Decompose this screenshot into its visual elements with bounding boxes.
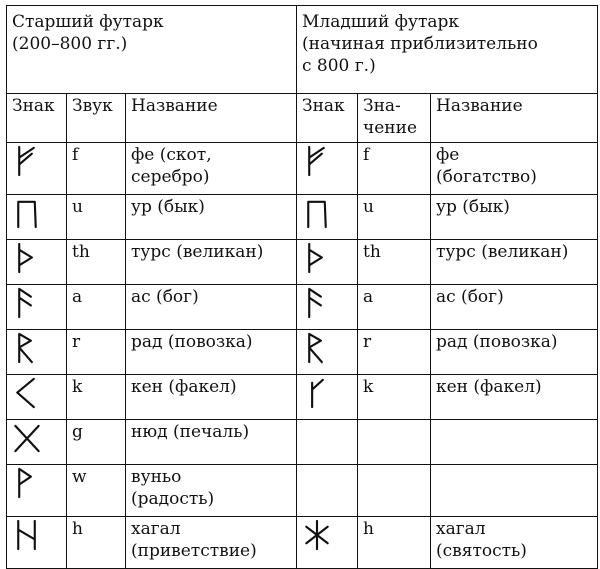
elder-sign-cell xyxy=(7,285,67,330)
thurisaz-rune-icon xyxy=(12,241,42,275)
younger-name-cell xyxy=(431,517,598,569)
younger-sign-cell xyxy=(297,143,358,195)
younger-name-cell xyxy=(431,375,598,420)
younger-period-line: (начиная приблизительно xyxy=(302,34,538,54)
elder-sound-cell: f xyxy=(67,143,126,195)
elder-name-cell xyxy=(126,330,297,375)
rune-name-line-2: (святость) xyxy=(436,541,527,561)
gebo-rune-icon xyxy=(12,421,42,455)
ansuz-rune-icon xyxy=(12,286,42,320)
kenaz-rune-icon xyxy=(12,376,42,410)
younger-sign-cell xyxy=(297,517,358,569)
younger-name-cell xyxy=(431,285,598,330)
raido-rune-icon xyxy=(12,331,42,365)
younger-sign-header: Знак xyxy=(297,94,358,143)
elder-sound-cell: u xyxy=(67,195,126,240)
rune-name-line: турс (великан) xyxy=(436,242,569,262)
uruz-rune-icon xyxy=(12,196,42,230)
elder-period-line: (200–800 гг.) xyxy=(12,34,128,54)
younger-sound-cell: a xyxy=(358,285,431,330)
younger-sound-cell: u xyxy=(358,195,431,240)
younger-meaning-header xyxy=(358,94,431,143)
elder-name-cell xyxy=(126,240,297,285)
fe-rune-icon xyxy=(302,144,332,178)
younger-sound-cell: k xyxy=(358,375,431,420)
table-row xyxy=(7,195,598,240)
elder-sign-cell xyxy=(7,195,67,240)
rune-name-line: фе xyxy=(436,145,460,165)
elder-sound-cell: k xyxy=(67,375,126,420)
elder-sound-cell: h xyxy=(67,517,126,569)
as-rune-icon xyxy=(302,286,332,320)
elder-name-cell xyxy=(126,517,297,569)
ur-rune-icon xyxy=(302,196,332,230)
rune-name-line: нюд (печаль) xyxy=(131,422,250,442)
table-row xyxy=(7,240,598,285)
younger-sign-cell xyxy=(297,375,358,420)
elder-sound-cell: th xyxy=(67,240,126,285)
elder-sound-cell: r xyxy=(67,330,126,375)
fehu-rune-icon xyxy=(12,144,42,178)
rune-name-line-2: (приветствие) xyxy=(131,541,257,561)
elder-title-line: Старший футарк xyxy=(12,12,164,32)
younger-name-cell xyxy=(431,465,598,517)
elder-name-cell xyxy=(126,375,297,420)
rune-name-line: турс (великан) xyxy=(131,242,264,262)
rune-name-line: ур (бык) xyxy=(436,197,510,217)
elder-name-cell xyxy=(126,285,297,330)
younger-sign-cell xyxy=(297,420,358,465)
rune-name-line: ур (бык) xyxy=(131,197,205,217)
rune-name-line: рад (повозка) xyxy=(436,332,558,352)
rune-name-line-2: серебро) xyxy=(131,167,210,187)
meaning-header-line-1: Зна- xyxy=(363,96,401,116)
table-row xyxy=(7,517,598,569)
younger-sound-cell: th xyxy=(358,240,431,285)
elder-name-header: Название xyxy=(126,94,297,143)
younger-sign-cell xyxy=(297,240,358,285)
wunjo-rune-icon xyxy=(12,466,42,500)
futhark-table xyxy=(6,5,598,569)
elder-sign-cell xyxy=(7,465,67,517)
younger-name-header: Название xyxy=(431,94,598,143)
elder-name-cell xyxy=(126,143,297,195)
rune-name-line: кен (факел) xyxy=(436,377,542,397)
rune-name-line: рад (повозка) xyxy=(131,332,253,352)
younger-sign-cell xyxy=(297,330,358,375)
elder-sound-cell: a xyxy=(67,285,126,330)
younger-sound-cell: h xyxy=(358,517,431,569)
table-row xyxy=(7,375,598,420)
table-row xyxy=(7,465,598,517)
elder-sound-header: Звук xyxy=(67,94,126,143)
hagalaz-rune-icon xyxy=(12,518,42,552)
elder-sign-cell xyxy=(7,240,67,285)
younger-sound-cell xyxy=(358,465,431,517)
kaun-rune-icon xyxy=(302,376,332,410)
table-row xyxy=(7,143,598,195)
younger-name-cell xyxy=(431,240,598,285)
table-row xyxy=(7,285,598,330)
hagall-rune-icon xyxy=(302,518,332,552)
rune-name-line: хагал xyxy=(131,519,181,539)
rune-name-line: хагал xyxy=(436,519,486,539)
elder-name-cell xyxy=(126,420,297,465)
younger-sign-cell xyxy=(297,195,358,240)
younger-sign-cell xyxy=(297,465,358,517)
younger-sound-cell xyxy=(358,420,431,465)
elder-sound-cell: g xyxy=(67,420,126,465)
elder-sign-cell xyxy=(7,330,67,375)
table-title-row xyxy=(7,6,598,94)
rune-name-line: фе (скот, xyxy=(131,145,212,165)
table-row xyxy=(7,330,598,375)
meaning-header-line-2: чение xyxy=(363,118,418,138)
elder-name-cell xyxy=(126,465,297,517)
younger-title-line: Младший футарк xyxy=(302,12,460,32)
elder-sign-cell xyxy=(7,517,67,569)
younger-sound-cell: r xyxy=(358,330,431,375)
younger-name-cell xyxy=(431,195,598,240)
elder-sign-cell xyxy=(7,143,67,195)
rune-name-line-2: (радость) xyxy=(131,489,215,509)
rune-name-line: ас (бог) xyxy=(436,287,504,307)
futhark-table-container xyxy=(6,5,598,569)
table-header-row xyxy=(7,94,598,143)
rune-rows xyxy=(7,143,598,569)
elder-sign-cell xyxy=(7,420,67,465)
elder-sign-header: Знак xyxy=(7,94,67,143)
younger-sign-cell xyxy=(297,285,358,330)
younger-name-cell xyxy=(431,420,598,465)
rune-name-line: вуньо xyxy=(131,467,182,487)
rune-name-line-2: (богатство) xyxy=(436,167,537,187)
elder-sound-cell: w xyxy=(67,465,126,517)
elder-sign-cell xyxy=(7,375,67,420)
younger-name-cell xyxy=(431,330,598,375)
younger-period-line-2: с 800 г.) xyxy=(302,56,376,76)
elder-name-cell xyxy=(126,195,297,240)
rune-name-line: кен (факел) xyxy=(131,377,237,397)
reid-rune-icon xyxy=(302,331,332,365)
thurs-rune-icon xyxy=(302,241,332,275)
table-row xyxy=(7,420,598,465)
younger-sound-cell: f xyxy=(358,143,431,195)
younger-name-cell xyxy=(431,143,598,195)
elder-futhark-title xyxy=(7,6,297,94)
younger-futhark-title xyxy=(297,6,598,94)
rune-name-line: ас (бог) xyxy=(131,287,199,307)
